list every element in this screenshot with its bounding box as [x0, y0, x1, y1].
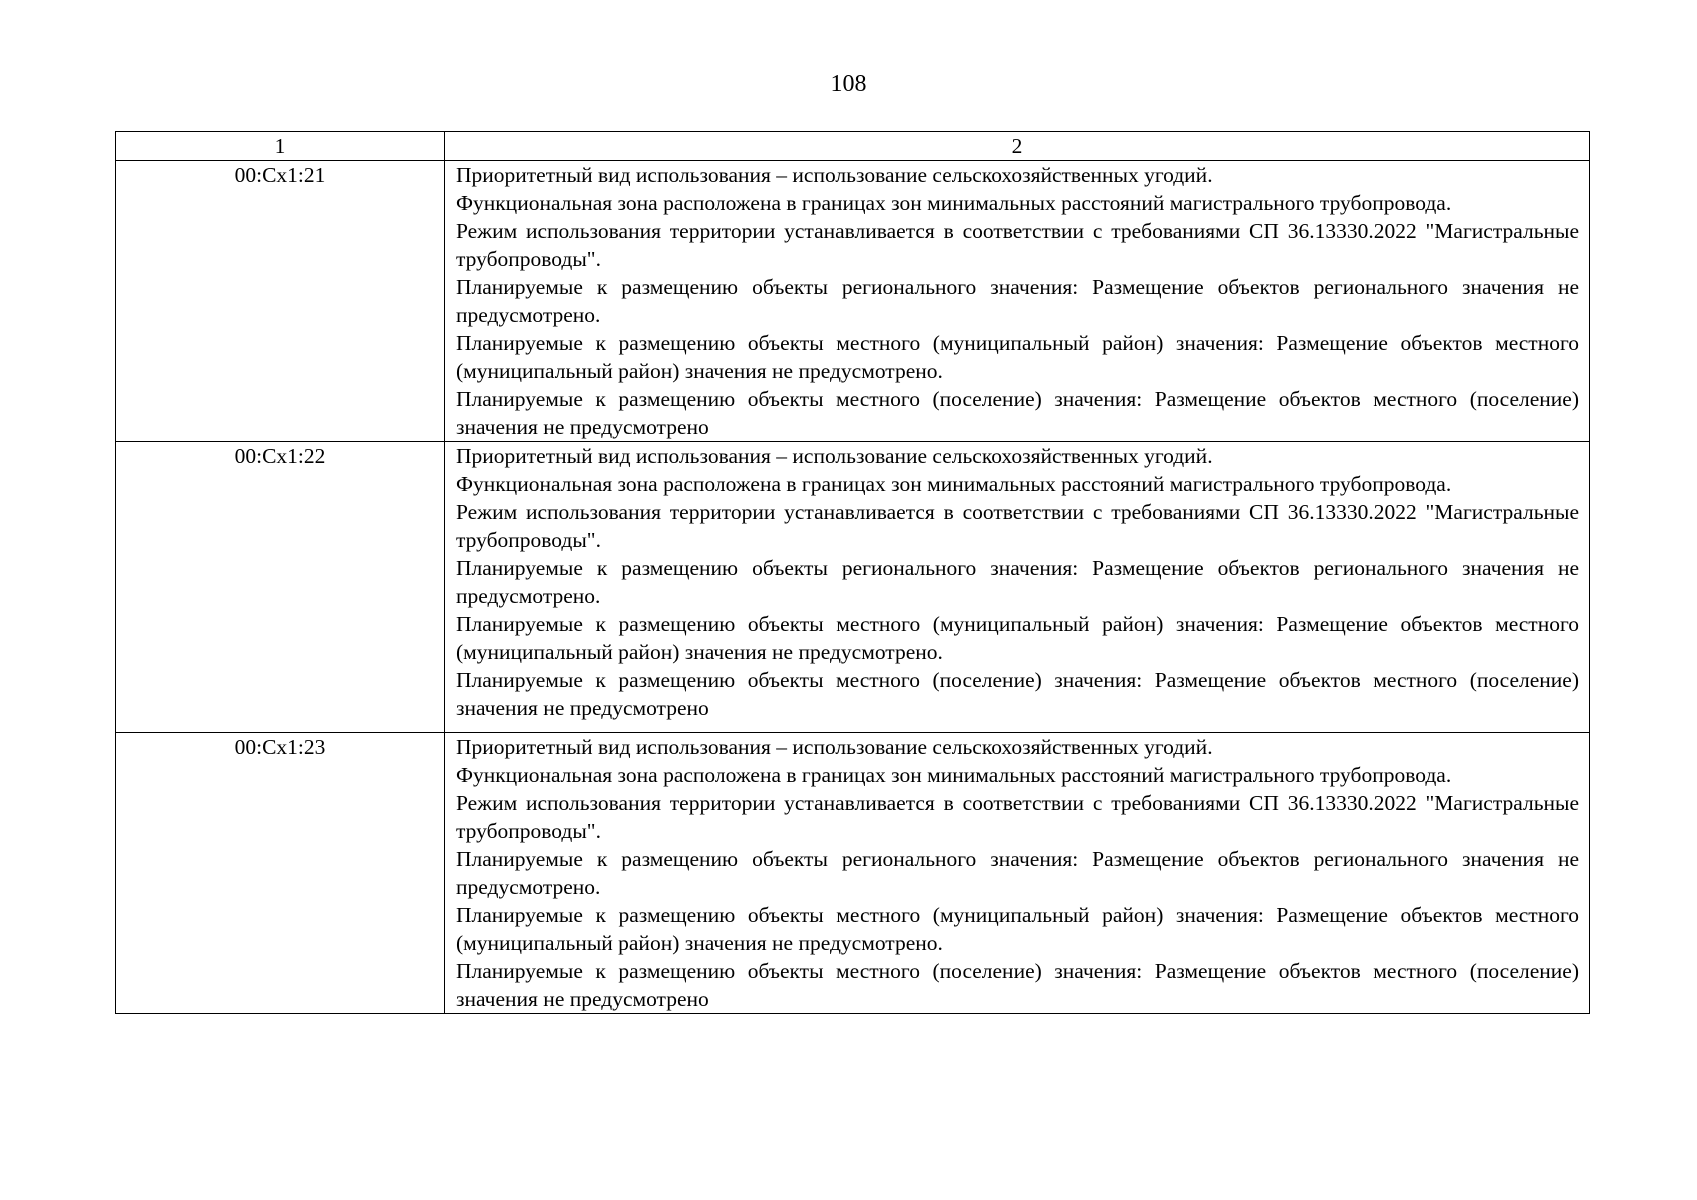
description-paragraph: Планируемые к размещению объекты регионального значения: Размещение объектов регионального значения не предусмотрено.	[456, 275, 1579, 327]
description-paragraph: Функциональная зона расположена в границах зон минимальных расстояний магистрального трубопровода.	[456, 191, 1452, 215]
table-row	[116, 733, 1590, 1014]
zones-table	[115, 131, 1590, 1014]
description-paragraph: Приоритетный вид использования – использование сельскохозяйственных угодий.	[456, 444, 1213, 468]
description-paragraph: Планируемые к размещению объекты регионального значения: Размещение объектов регионального значения не предусмотрено.	[456, 556, 1579, 608]
page-number: 108	[830, 71, 867, 97]
description-paragraph: Приоритетный вид использования – использование сельскохозяйственных угодий.	[456, 163, 1213, 187]
zone-code: 00:Сх1:23	[116, 733, 445, 1014]
description-paragraph: Функциональная зона расположена в границах зон минимальных расстояний магистрального трубопровода.	[456, 472, 1452, 496]
zone-description	[445, 733, 1590, 1014]
description-paragraph: Планируемые к размещению объекты местного (муниципальный район) значения: Размещение объектов местного (муниципальный район) значения не предусмотрено.	[456, 903, 1579, 955]
column-header-2: 2	[445, 132, 1590, 161]
description-paragraph: Планируемые к размещению объекты регионального значения: Размещение объектов регионального значения не предусмотрено.	[456, 847, 1579, 899]
zone-code: 00:Сх1:21	[116, 161, 445, 442]
description-paragraph: Режим использования территории устанавливается в соответствии с требованиями СП 36.13330.2022 "Магистральные трубопроводы".	[456, 500, 1579, 552]
table-row	[116, 161, 1590, 442]
description-paragraph: Планируемые к размещению объекты местного (поселение) значения: Размещение объектов местного (поселение) значения не предусмотрено	[456, 959, 1579, 1011]
zone-description	[445, 442, 1590, 733]
zone-description	[445, 161, 1590, 442]
description-paragraph: Планируемые к размещению объекты местного (муниципальный район) значения: Размещение объектов местного (муниципальный район) значения не предусмотрено.	[456, 331, 1579, 383]
table-row	[116, 442, 1590, 733]
description-paragraph: Функциональная зона расположена в границах зон минимальных расстояний магистрального трубопровода.	[456, 763, 1452, 787]
description-paragraph: Планируемые к размещению объекты местного (муниципальный район) значения: Размещение объектов местного (муниципальный район) значения не предусмотрено.	[456, 612, 1579, 664]
description-paragraph: Планируемые к размещению объекты местного (поселение) значения: Размещение объектов местного (поселение) значения не предусмотрено	[456, 387, 1579, 439]
description-paragraph: Режим использования территории устанавливается в соответствии с требованиями СП 36.13330.2022 "Магистральные трубопроводы".	[456, 791, 1579, 843]
description-paragraph: Приоритетный вид использования – использование сельскохозяйственных угодий.	[456, 735, 1213, 759]
column-header-1: 1	[116, 132, 445, 161]
description-paragraph: Планируемые к размещению объекты местного (поселение) значения: Размещение объектов местного (поселение) значения не предусмотрено	[456, 668, 1579, 720]
zone-code: 00:Сх1:22	[116, 442, 445, 733]
table-header-row	[116, 132, 1590, 161]
description-paragraph: Режим использования территории устанавливается в соответствии с требованиями СП 36.13330.2022 "Магистральные трубопроводы".	[456, 219, 1579, 271]
